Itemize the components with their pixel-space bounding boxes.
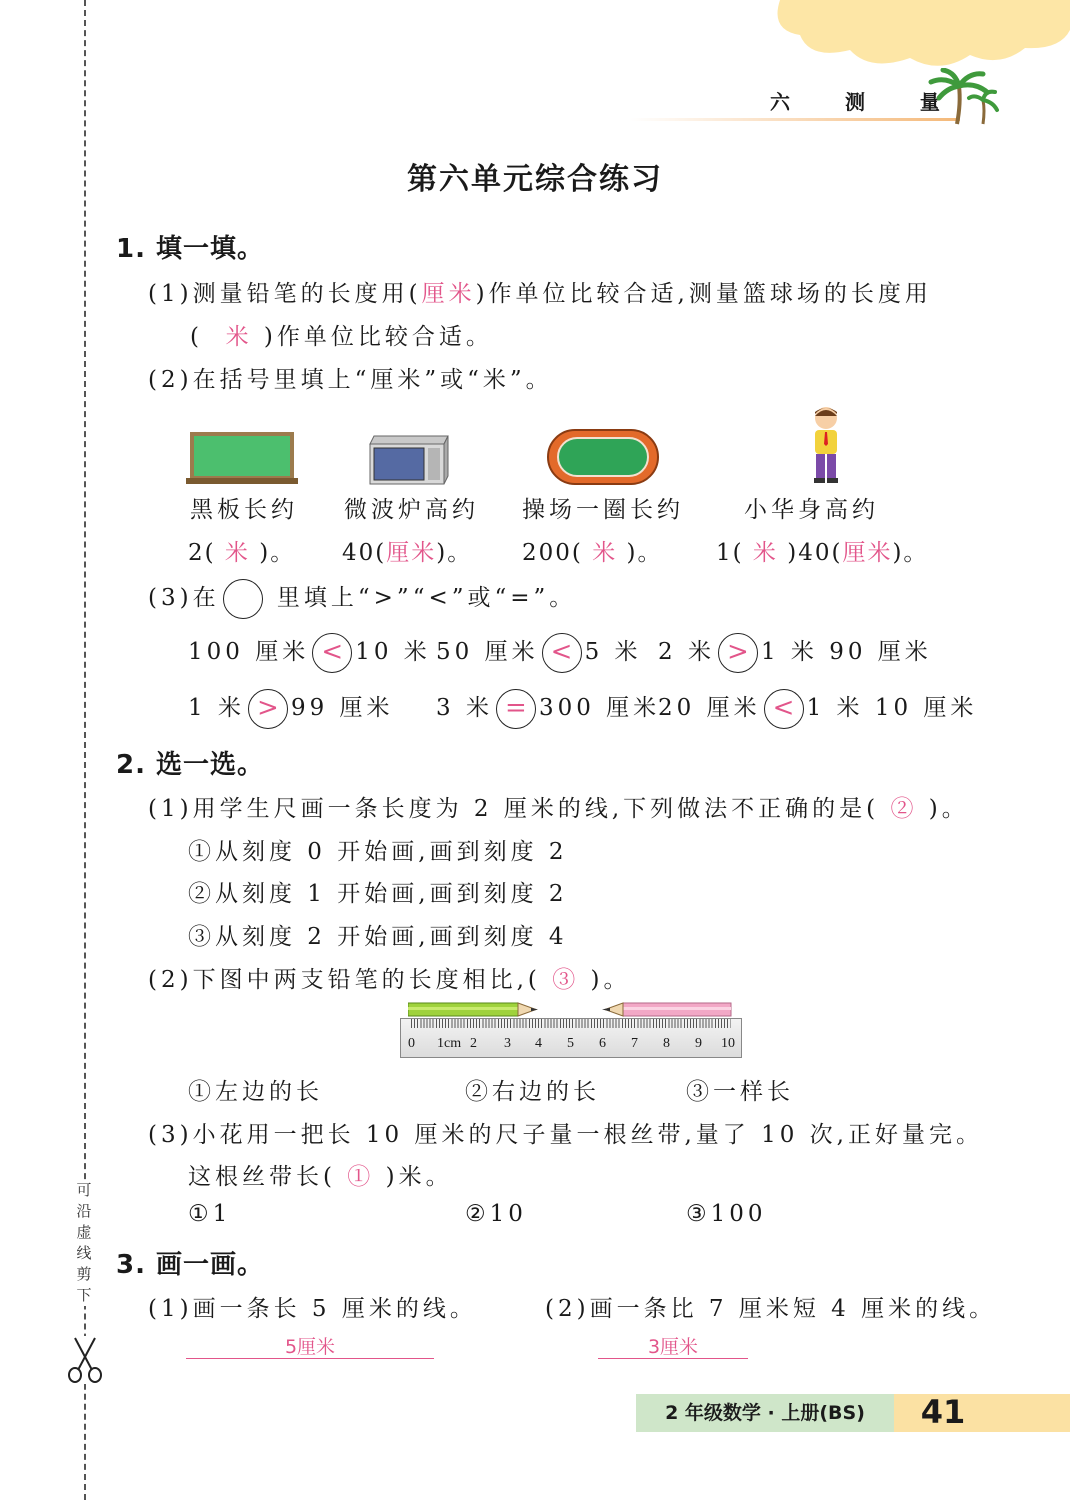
q2-part3-option: ②10 [465, 1201, 527, 1227]
q2-part3-option: ③100 [686, 1201, 767, 1227]
footer-book-title: 2 年级数学 · 上册(BS) [636, 1394, 894, 1432]
drawn-line-label-3cm: 3厘米 [647, 1336, 699, 1358]
compare-answer-circle: > [248, 689, 288, 729]
q2-part2-option: ③一样长 [686, 1079, 794, 1105]
cloud-decoration [760, 0, 1070, 75]
ruler-label: 8 [663, 1036, 670, 1051]
ruler-label: 6 [599, 1036, 606, 1051]
boy-image [806, 404, 846, 484]
ruler-ticks [411, 1019, 731, 1028]
q2-heading: 2. 选一选。 [116, 750, 265, 780]
drawn-line-label-5cm: 5厘米 [284, 1336, 336, 1358]
ruler-label: 10 [721, 1036, 735, 1051]
palm-tree-icon [925, 68, 1000, 126]
item-label-blackboard: 黑板长约 [190, 497, 298, 523]
q3-part1-prompt: (1)画一条长 5 厘米的线。 [148, 1296, 477, 1322]
compare-item: 50 厘米 < 5 米 [436, 632, 642, 673]
q2-part1-prompt: (1)用学生尺画一条长度为 2 厘米的线,下列做法不正确的是( ② )。 [148, 796, 969, 822]
q1-heading: 1. 填一填。 [116, 234, 265, 264]
cut-instruction: 可沿虚线剪下 [74, 1180, 94, 1306]
q2-part1-option: ②从刻度 1 开始画,画到刻度 2 [188, 881, 568, 907]
item-label-playground: 操场一圈长约 [522, 497, 684, 523]
q2-part3-question: 这根丝带长( ① )米。 [188, 1164, 453, 1190]
item-answer-boy: 1( 米 )40(厘米)。 [716, 540, 929, 566]
compare-item: 1 米 > 99 厘米 [188, 688, 394, 729]
drawn-line-5cm [186, 1358, 434, 1359]
item-answer-playground: 200( 米 )。 [522, 540, 663, 566]
q2-part1-option: ③从刻度 2 开始画,画到刻度 4 [188, 924, 568, 950]
page-number: 41 [920, 1393, 966, 1431]
compare-answer-circle: < [542, 633, 582, 673]
item-answer-blackboard: 2( 米 )。 [188, 540, 296, 566]
q3-part2-prompt: (2)画一条比 7 厘米短 4 厘米的线。 [545, 1296, 997, 1322]
q2-part2-prompt: (2)下图中两支铅笔的长度相比,( ③ )。 [148, 967, 631, 993]
ruler-label: 0 [408, 1036, 415, 1051]
q2-part2-option: ①左边的长 [188, 1079, 323, 1105]
answer-text: 厘米 [421, 281, 476, 307]
blackboard-image [186, 430, 298, 486]
compare-item: 20 厘米 < 1 米 10 厘米 [658, 688, 977, 729]
item-answer-microwave: 40(厘米)。 [342, 540, 473, 566]
drawn-line-3cm [598, 1358, 748, 1359]
q1-part1-line1: (1)测量铅笔的长度用(厘米)作单位比较合适,测量篮球场的长度用 [148, 281, 932, 307]
compare-item: 100 厘米 < 10 米 [188, 632, 431, 673]
ruler-label: 9 [695, 1036, 702, 1051]
q1-part1-line2: ( 米 )作单位比较合适。 [190, 324, 493, 350]
ruler-label: 1cm [437, 1036, 462, 1051]
empty-circle-icon [223, 579, 263, 619]
answer-text: 米 [225, 324, 253, 350]
pencil-left-icon [408, 1001, 543, 1019]
ruler-label: 7 [631, 1036, 638, 1051]
compare-item: 2 米 > 1 米 90 厘米 [658, 632, 932, 673]
ruler-label: 4 [535, 1036, 542, 1051]
header-underline [630, 118, 960, 121]
q2-part2-option: ②右边的长 [465, 1079, 600, 1105]
item-label-microwave: 微波炉高约 [344, 497, 479, 523]
ruler-label: 5 [567, 1036, 574, 1051]
q1-part3-prompt: (3)在 里填上“>”“<”或“=”。 [148, 578, 576, 619]
q3-heading: 3. 画一画。 [116, 1250, 265, 1280]
ruler-label: 2 [470, 1036, 477, 1051]
q2-part3-prompt: (3)小花用一把长 10 厘米的尺子量一根丝带,量了 10 次,正好量完。 [148, 1122, 983, 1148]
compare-answer-circle: = [496, 689, 536, 729]
compare-answer-circle: < [312, 633, 352, 673]
compare-answer-circle: > [718, 633, 758, 673]
q2-part1-option: ①从刻度 0 开始画,画到刻度 2 [188, 839, 568, 865]
compare-item: 3 米 = 300 厘米 [436, 688, 660, 729]
q1-part2-prompt: (2)在括号里填上“厘米”或“米”。 [148, 367, 553, 393]
q2-part3-option: ①1 [188, 1201, 232, 1227]
page-title: 第六单元综合练习 [407, 162, 663, 197]
microwave-image [366, 432, 452, 486]
item-label-boy: 小华身高约 [744, 497, 879, 523]
scissors-icon [66, 1336, 104, 1384]
compare-answer-circle: < [764, 689, 804, 729]
playground-track-image [546, 428, 660, 486]
chapter-header: 六 测 量 [770, 90, 964, 114]
ruler-label: 3 [504, 1036, 511, 1051]
ruler [400, 1018, 742, 1058]
pencil-right-icon [598, 1001, 733, 1019]
